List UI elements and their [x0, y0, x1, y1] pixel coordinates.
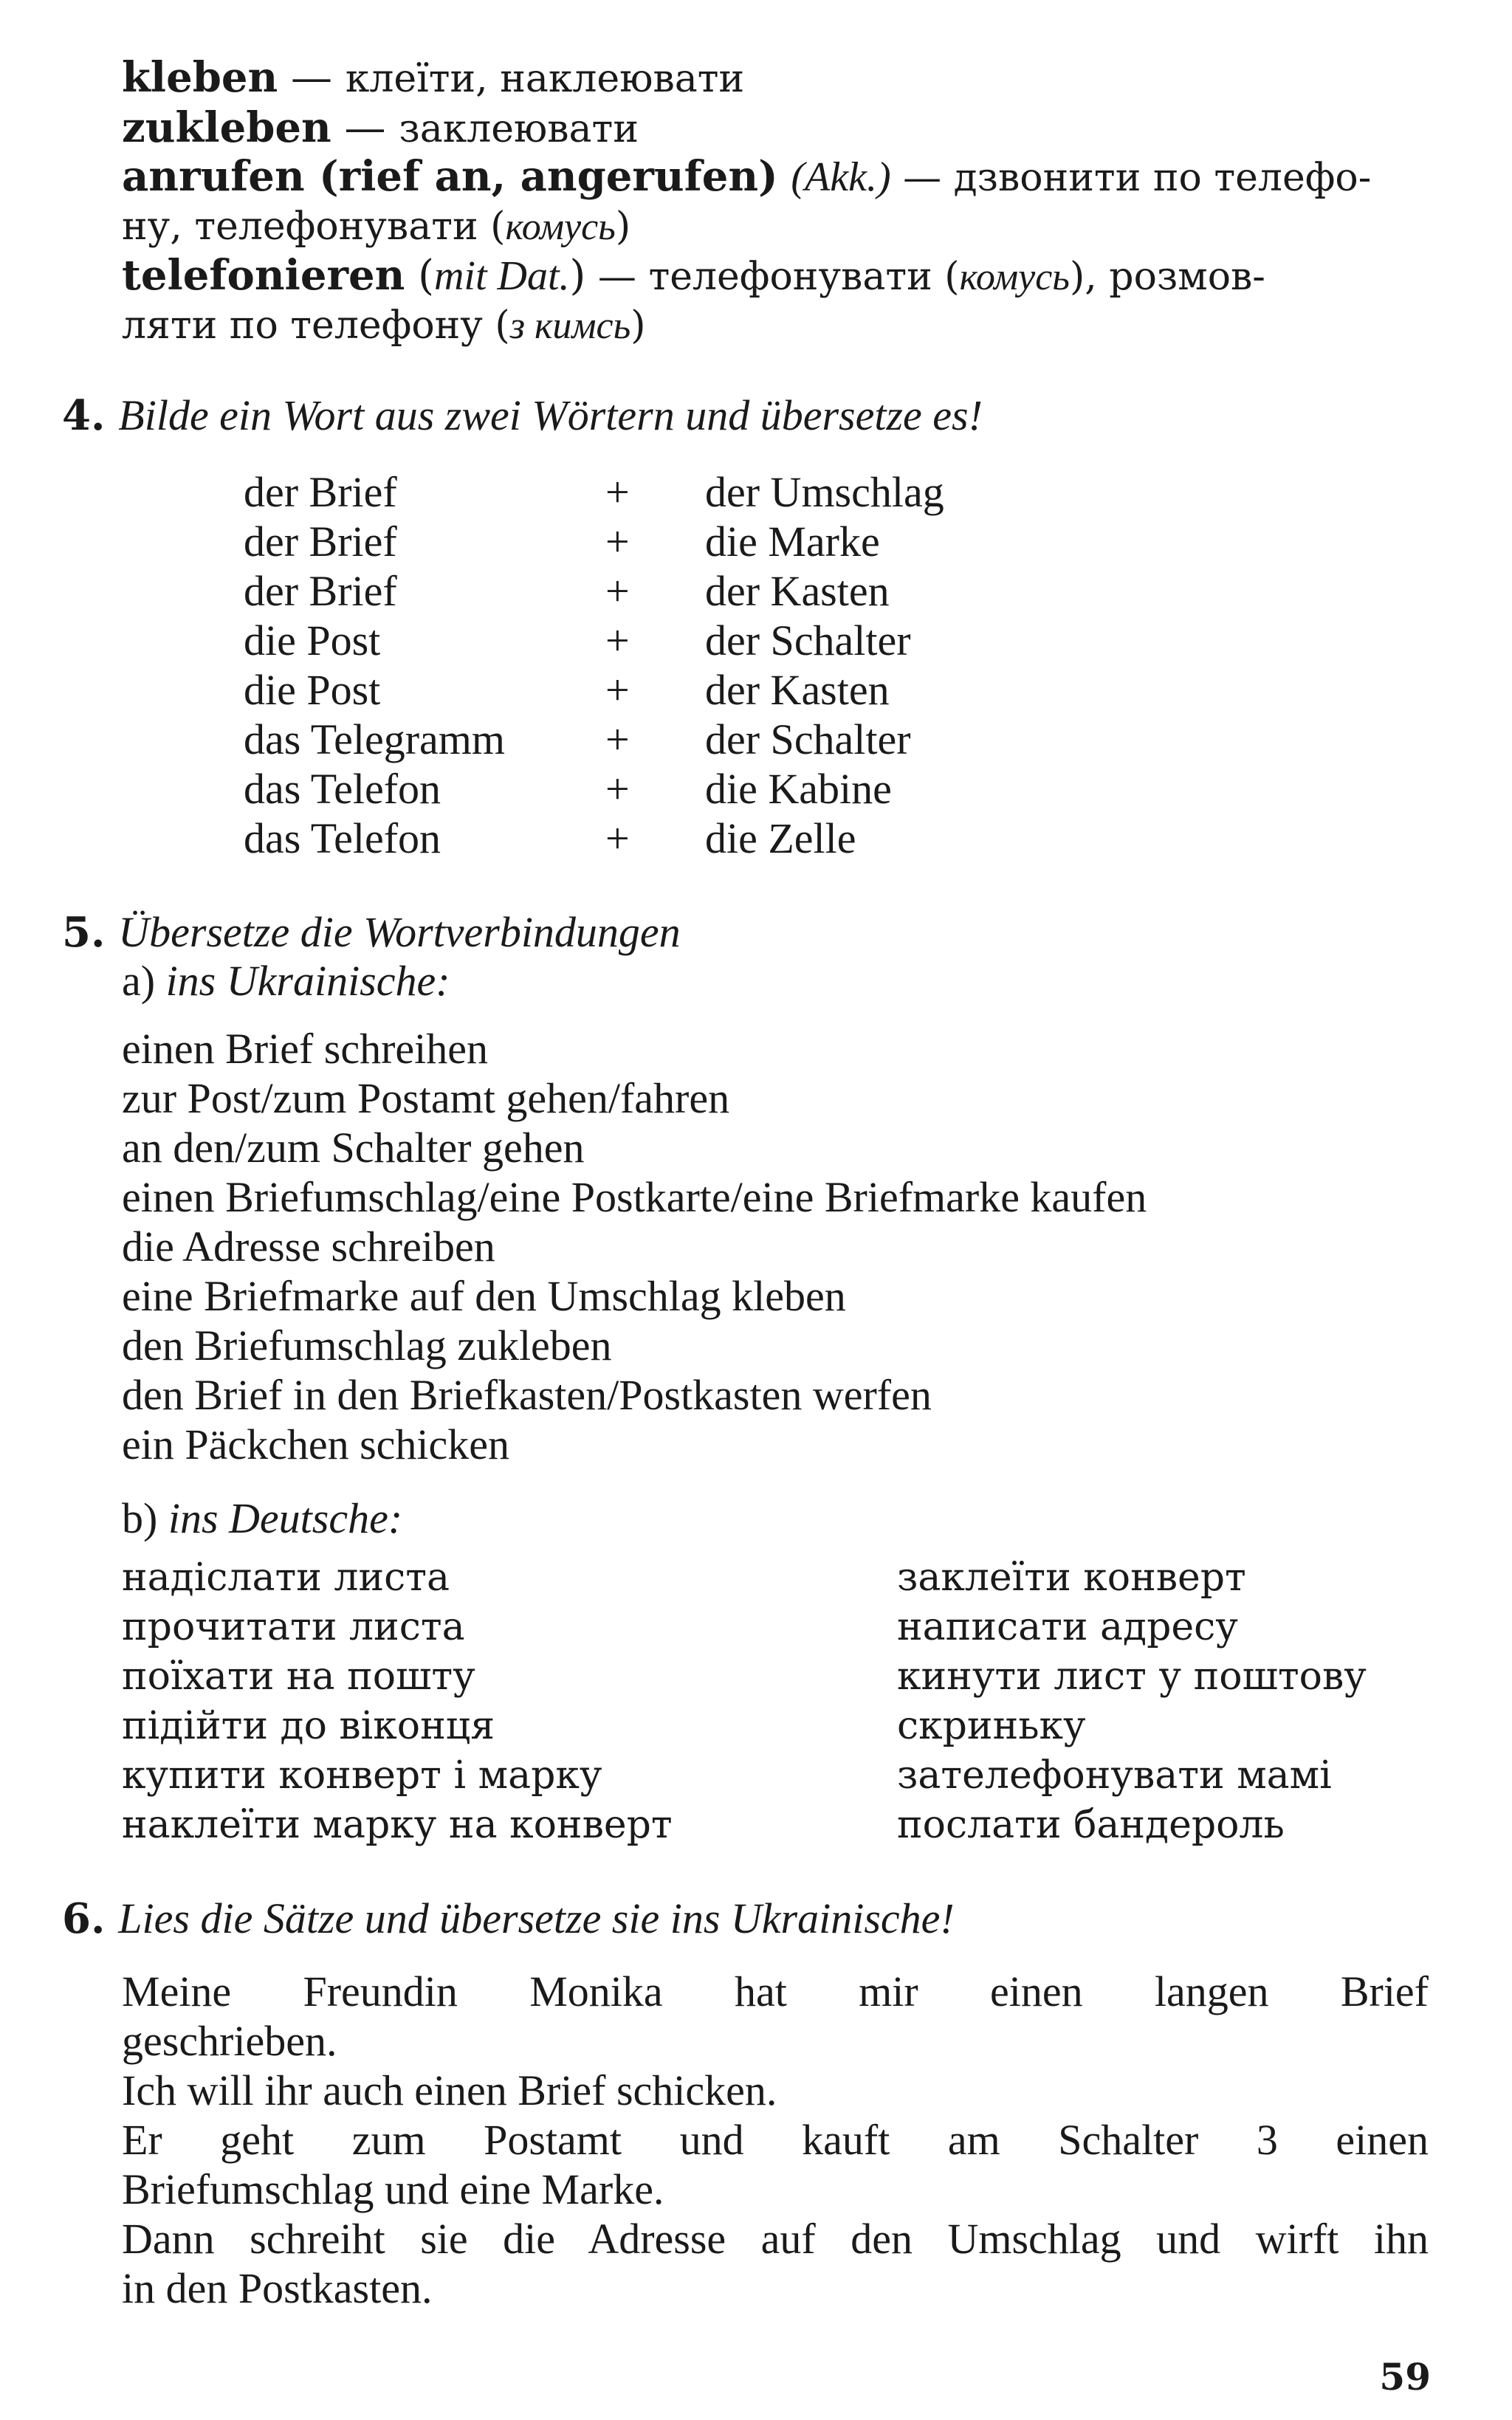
compound-right: die Zelle — [705, 814, 856, 862]
vocab-case: (Akk.) — [791, 154, 891, 200]
vocab-anrufen-cont — [122, 202, 630, 252]
vocab-paren: ) — [630, 303, 646, 348]
phrase-item: написати адресу — [897, 1605, 1238, 1649]
exercise-instruction: Übersetze die Wortverbindungen — [118, 908, 681, 956]
sentence-line: Dann schreiht sie die Adresse auf den Umschlag und wirft ihn — [122, 2215, 1429, 2263]
vocab-telefonieren-cont — [122, 301, 646, 351]
phrase-item: прочитати листа — [122, 1605, 465, 1649]
phrase-item: den Brief in den Briefkasten/Postkasten werfen — [122, 1371, 932, 1419]
compound-left: das Telefon — [244, 814, 441, 862]
plus-sign: + — [605, 814, 630, 862]
vocab-italic: з кимсь — [509, 305, 631, 347]
plus-sign: + — [605, 765, 630, 813]
exercise-number: 4. — [62, 391, 106, 440]
exercise-number: 5. — [62, 908, 106, 957]
vocab-kleben — [122, 53, 744, 103]
vocab-translation: клеїти, наклеювати — [345, 57, 745, 101]
sentence-line: Ich will ihr auch einen Brief schicken. — [122, 2066, 777, 2114]
phrase-item: поїхати на пошту — [122, 1654, 475, 1699]
plus-sign: + — [605, 666, 630, 714]
compound-left: die Post — [244, 666, 381, 714]
phrase-item: підійти до віконця — [122, 1704, 495, 1748]
vocab-word: zukleben — [122, 103, 331, 152]
plus-sign: + — [605, 468, 630, 516]
vocab-translation: ляти по телефону ( — [122, 303, 510, 348]
sentence-line: in den Postkasten. — [122, 2264, 433, 2312]
phrase-item: einen Brief schreihen — [122, 1025, 489, 1073]
phrase-item: an den/zum Schalter gehen — [122, 1124, 585, 1172]
compound-right: der Kasten — [705, 567, 890, 615]
phrase-item: купити конверт і марку — [122, 1753, 602, 1798]
vocab-word: telefonieren — [122, 251, 405, 300]
vocab-translation: — дзвонити по телефо- — [890, 156, 1372, 200]
phrase-item: einen Briefumschlag/eine Postkarte/eine Briefmarke kaufen — [122, 1173, 1147, 1221]
exercise-5b-label — [122, 1494, 402, 1544]
plus-sign: + — [605, 616, 630, 664]
vocab-paren: ) — [569, 252, 586, 300]
vocab-zukleben — [122, 103, 639, 154]
compound-left: das Telegramm — [244, 715, 506, 763]
vocab-translation: ), розмов- — [1069, 255, 1265, 299]
compound-right: der Umschlag — [705, 468, 944, 516]
sentence-line: Briefumschlag und eine Marke. — [122, 2165, 664, 2213]
vocab-paren: ) — [615, 204, 631, 249]
sentence-line: geschrieben. — [122, 2017, 337, 2065]
vocab-paren: ( — [405, 252, 434, 300]
phrase-item: ein Päckchen schicken — [122, 1420, 510, 1468]
compound-right: die Marke — [705, 518, 880, 566]
vocab-translation: — телефонувати ( — [585, 255, 960, 299]
sublabel-text: ins Ukrainische: — [165, 957, 450, 1005]
compound-left: der Brief — [244, 567, 397, 615]
plus-sign: + — [605, 518, 630, 566]
phrase-item: скриньку — [897, 1704, 1086, 1748]
phrase-item: den Briefumschlag zukleben — [122, 1321, 612, 1369]
phrase-item: послати бандероль — [897, 1803, 1285, 1847]
exercise-instruction: Lies die Sätze und übersetze sie ins Ukrainische! — [118, 1894, 955, 1942]
compound-right: der Schalter — [705, 715, 911, 763]
phrase-item: кинути лист у поштову — [897, 1654, 1367, 1699]
exercise-6-heading — [62, 1894, 955, 1944]
sublabel-text: ins Deutsche: — [168, 1494, 403, 1542]
plus-sign: + — [605, 715, 630, 763]
compound-right: der Schalter — [705, 616, 911, 664]
sublabel: a) — [122, 957, 166, 1005]
vocab-dash: — — [278, 54, 346, 102]
phrase-item: зателефонувати мамі — [897, 1753, 1332, 1798]
sentence-line: Er geht zum Postamt und kauft am Schalter 3 einen — [122, 2116, 1429, 2164]
vocab-telefonieren — [122, 251, 1265, 302]
vocab-word: kleben — [122, 53, 278, 102]
vocab-word: anrufen (rief an, angerufen) — [122, 152, 778, 201]
phrase-item: надіслати листа — [122, 1556, 450, 1600]
vocab-translation: заклеювати — [399, 107, 639, 151]
vocab-italic: комусь — [959, 256, 1070, 298]
exercise-4-heading — [62, 391, 983, 441]
plus-sign: + — [605, 567, 630, 615]
compound-right: die Kabine — [705, 765, 892, 813]
vocab-translation: ну, телефонувати ( — [122, 204, 506, 249]
phrase-item: zur Post/zum Postamt gehen/fahren — [122, 1074, 730, 1122]
exercise-5a-label — [122, 957, 450, 1006]
compound-left: das Telefon — [244, 765, 441, 813]
phrase-item: eine Briefmarke auf den Umschlag kleben — [122, 1272, 846, 1320]
compound-left: die Post — [244, 616, 381, 664]
phrase-item: наклеїти марку на конверт — [122, 1803, 673, 1847]
vocab-dash: — — [331, 104, 399, 152]
sublabel: b) — [122, 1494, 168, 1542]
compound-right: der Kasten — [705, 666, 890, 714]
sentence-line: Meine Freundin Monika hat mir einen langen Brief — [122, 1967, 1429, 2015]
phrase-item: die Adresse schreiben — [122, 1223, 495, 1271]
exercise-5-heading — [62, 908, 681, 958]
exercise-instruction: Bilde ein Wort aus zwei Wörtern und übersetze es! — [118, 391, 983, 439]
vocab-italic: комусь — [505, 206, 616, 248]
compound-left: der Brief — [244, 518, 397, 566]
vocab-case: mit Dat. — [433, 253, 570, 299]
vocab-anrufen — [122, 152, 1371, 202]
compound-left: der Brief — [244, 468, 397, 516]
exercise-number: 6. — [62, 1894, 106, 1943]
phrase-item: заклеїти конверт — [897, 1556, 1246, 1600]
page-number: 59 — [1379, 2355, 1431, 2399]
